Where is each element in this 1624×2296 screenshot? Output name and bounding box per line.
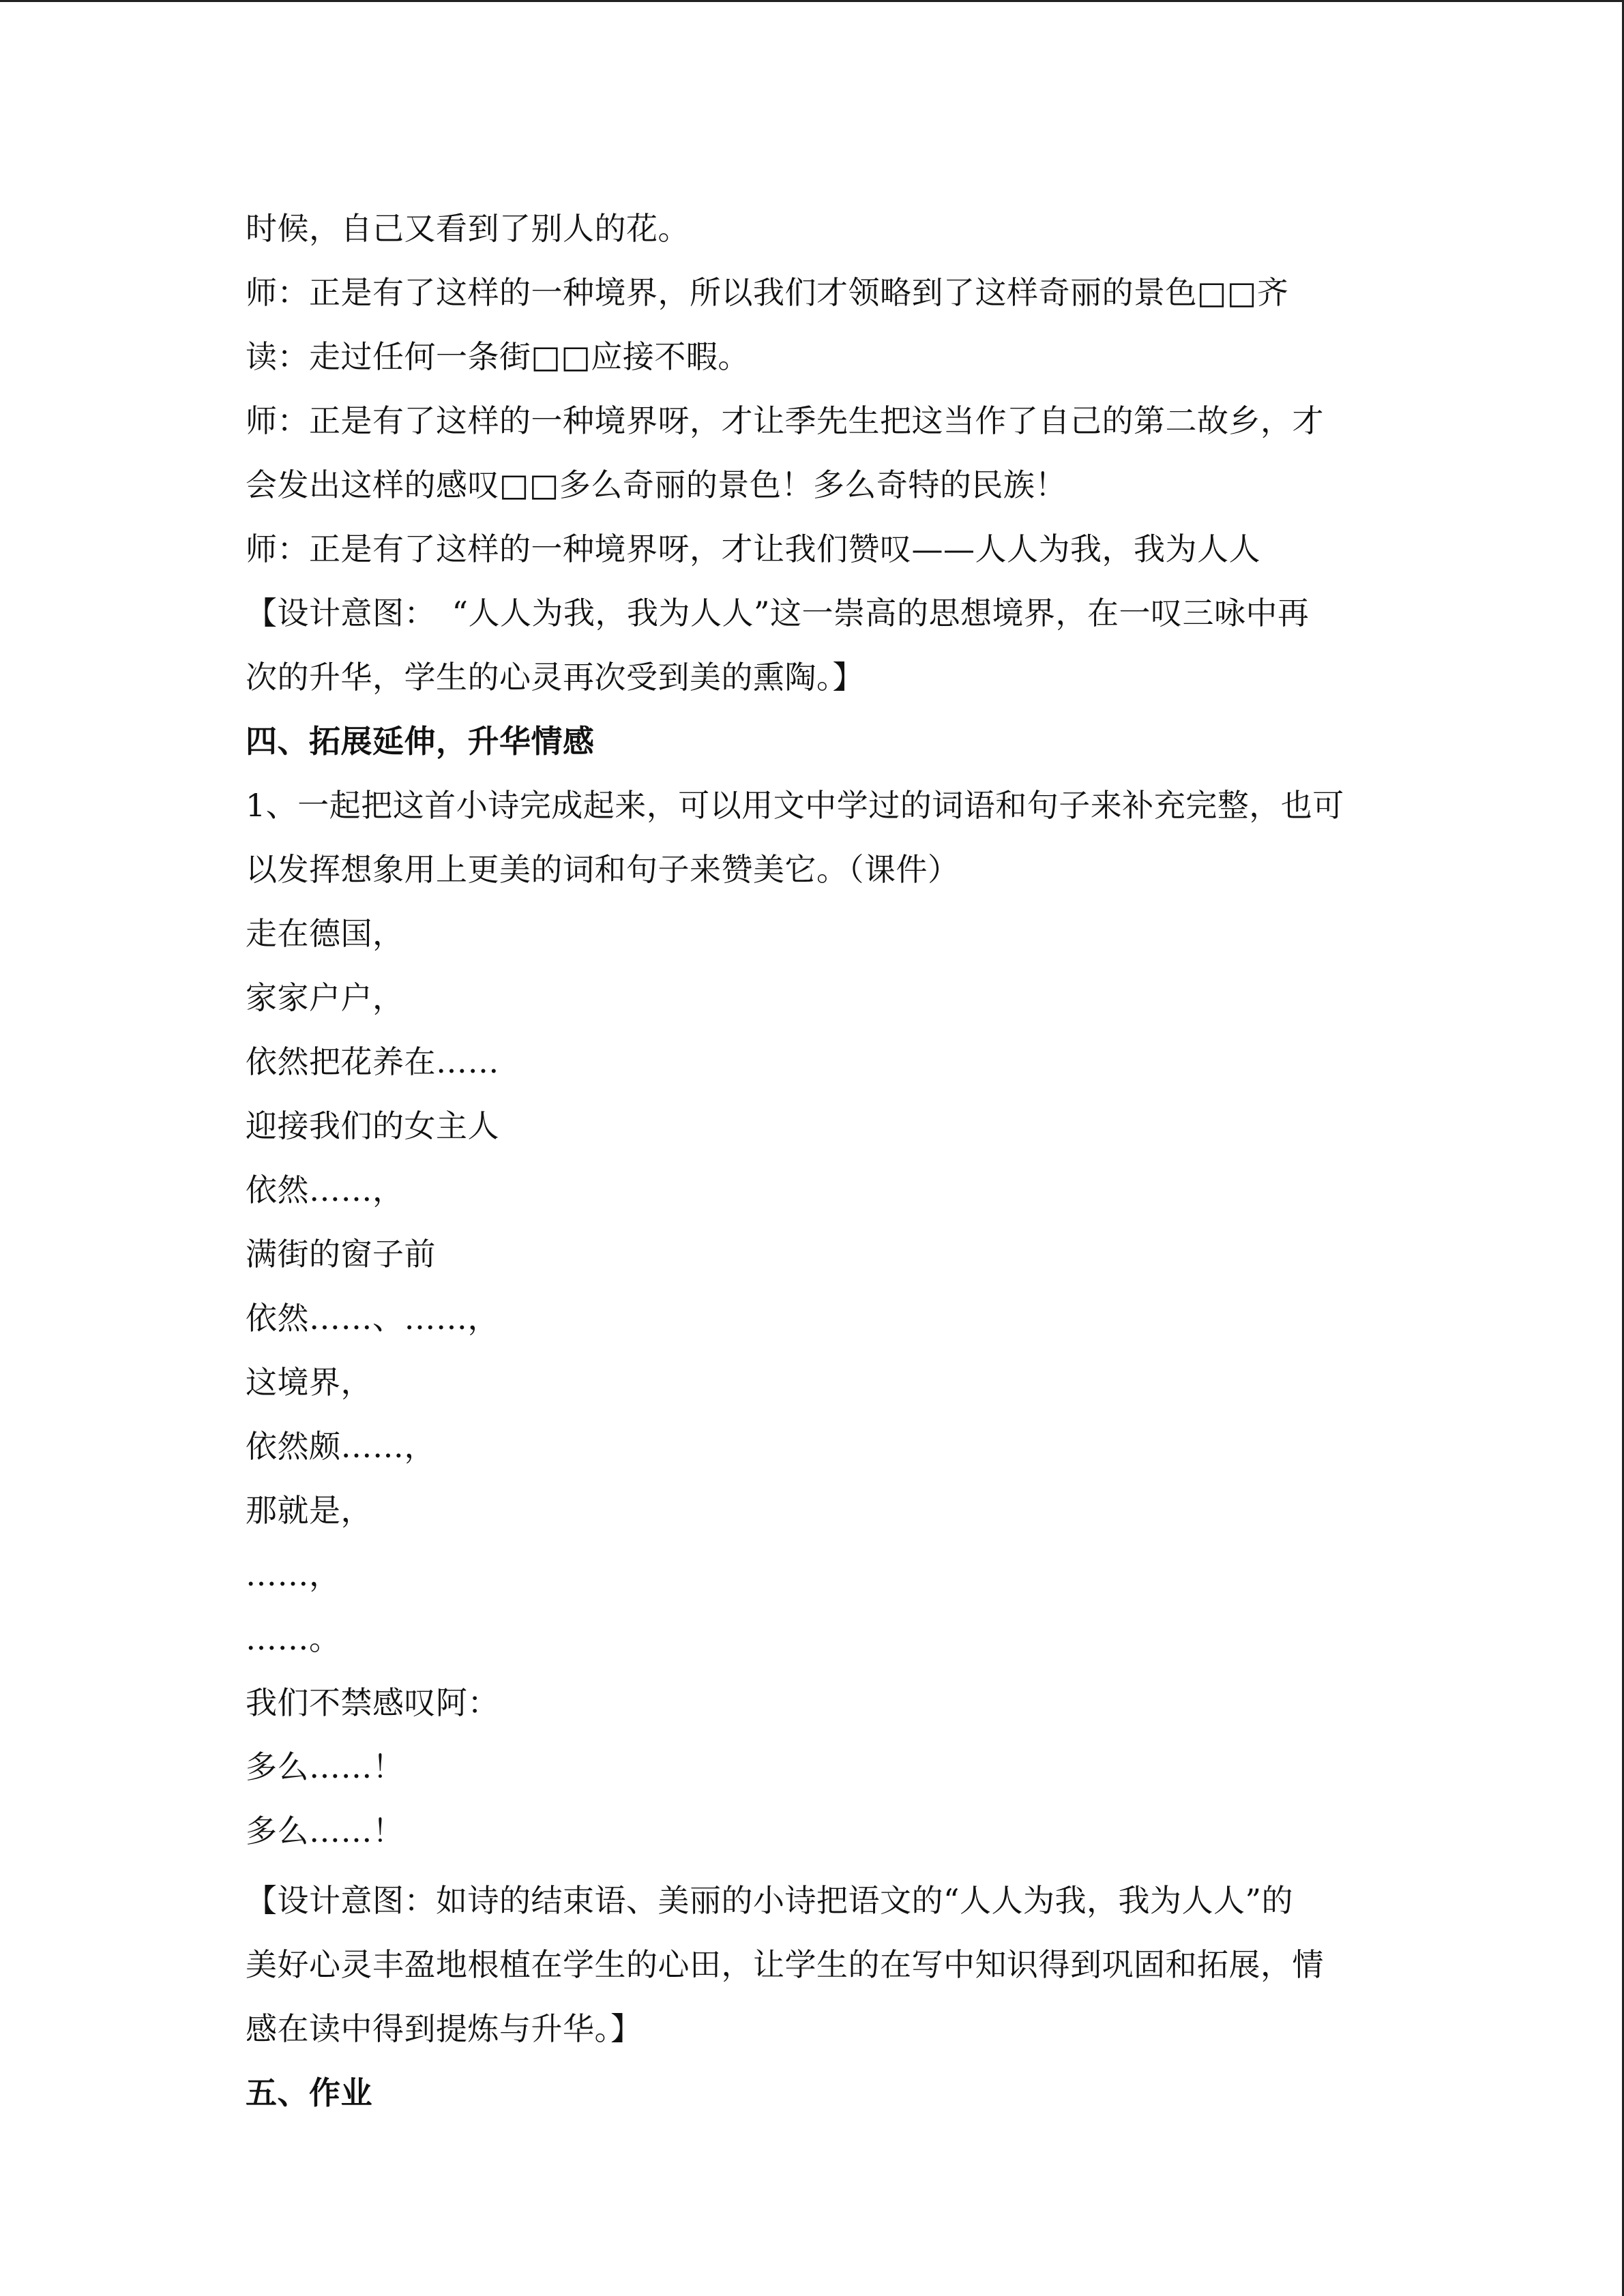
design-intent-note: 感在读中得到提炼与升华。】 — [246, 2010, 643, 2047]
poem-line: 我们不禁感叹阿： — [246, 1684, 499, 1721]
section-heading: 五、作业 — [246, 2074, 372, 2111]
poem-line: 那就是， — [246, 1492, 372, 1529]
poem-line: 迎接我们的女主人 — [246, 1107, 499, 1144]
poem-line: ……， — [246, 1556, 341, 1593]
page-border-top — [0, 0, 1624, 2]
poem-line: 依然把花养在…… — [246, 1043, 499, 1080]
poem-line: 依然……， — [246, 1172, 404, 1208]
paragraph-line: 师：正是有了这样的一种境界呀，才让季先生把这当作了自己的第二故乡，才 — [246, 402, 1324, 439]
design-intent-note: 次的升华，学生的心灵再次受到美的熏陶。】 — [246, 659, 864, 696]
design-intent-note: 美好心灵丰盈地根植在学生的心田，让学生的在写中知识得到巩固和拓展，情 — [246, 1946, 1324, 1983]
paragraph-line: 时候，自己又看到了别人的花。 — [246, 210, 690, 247]
paragraph-line: 1、一起把这首小诗完成起来，可以用文中学过的词语和句子来补充完整，也可 — [246, 787, 1344, 824]
poem-line: 满街的窗子前 — [246, 1236, 436, 1272]
paragraph-line: 以发挥想象用上更美的词和句子来赞美它。（课件） — [246, 851, 960, 888]
poem-line: 依然……、……， — [246, 1300, 499, 1337]
poem-line: 多么……！ — [246, 1813, 404, 1849]
poem-line: 依然颇……， — [246, 1428, 436, 1465]
design-intent-note: 【设计意图：如诗的结束语、美丽的小诗把语文的“人人为我，我为人人”的 — [246, 1882, 1294, 1919]
poem-line: ……。 — [246, 1620, 341, 1657]
design-intent-note: 【设计意图： “人人为我，我为人人”这一崇高的思想境界，在一叹三咏中再 — [246, 595, 1310, 631]
paragraph-line: 师：正是有了这样的一种境界，所以我们才领略到了这样奇丽的景色□□齐 — [246, 274, 1289, 311]
document-body — [246, 196, 1391, 2125]
poem-line: 多么……！ — [246, 1748, 404, 1785]
paragraph-line: 会发出这样的感叹□□多么奇丽的景色！多么奇特的民族！ — [246, 466, 1067, 503]
section-heading: 四、拓展延伸，升华情感 — [246, 723, 595, 760]
poem-line: 这境界， — [246, 1364, 372, 1401]
paragraph-line: 师：正是有了这样的一种境界呀，才让我们赞叹——人人为我，我为人人 — [246, 531, 1260, 567]
paragraph-line: 读：走过任何一条街□□应接不暇。 — [246, 338, 750, 375]
poem-line: 走在德国， — [246, 915, 404, 952]
spacer — [246, 1863, 1391, 1868]
poem-line: 家家户户， — [246, 979, 404, 1016]
